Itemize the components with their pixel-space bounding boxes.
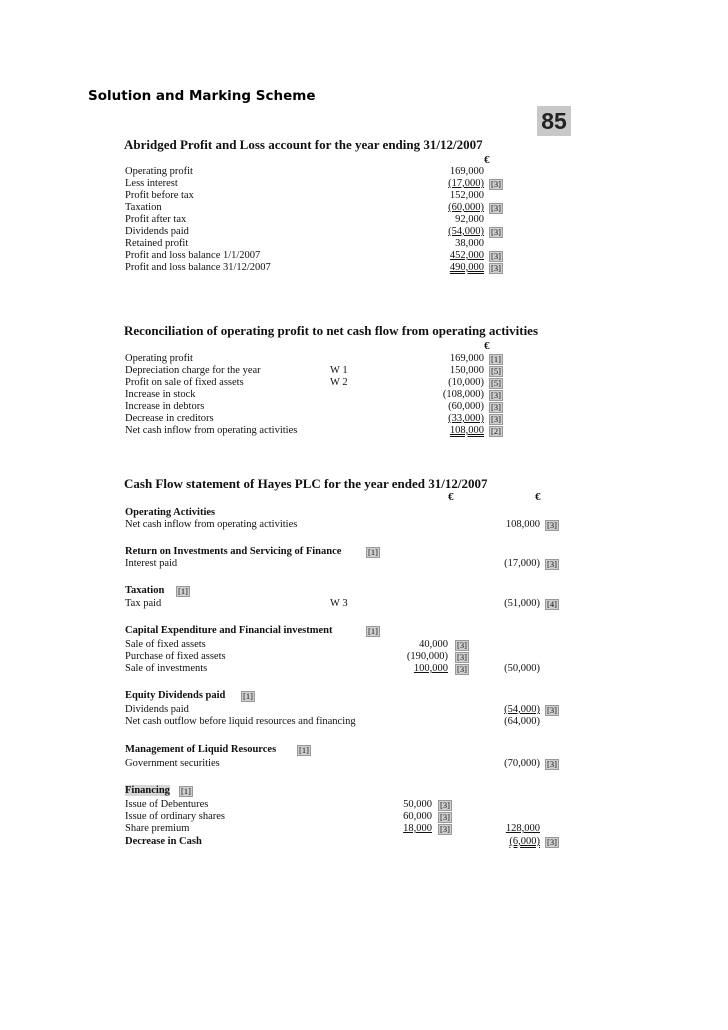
recon-row-amount: (10,000) — [448, 377, 484, 388]
cfs-section-heading: Equity Dividends paid — [125, 690, 226, 701]
page-number-badge: 85 — [537, 106, 571, 136]
cfs-section-heading: Operating Activities — [125, 507, 216, 518]
mark-badge: [3] — [440, 812, 450, 822]
mark-badge: [3] — [491, 251, 501, 261]
recon-row-amount: (33,000) — [448, 413, 484, 424]
pl-currency: € — [484, 154, 490, 166]
mark-badge: [3] — [491, 203, 501, 213]
recon-row-label: Increase in stock — [125, 389, 196, 400]
cfs-row-label: Decrease in Cash — [125, 836, 202, 847]
recon-row-label: Increase in debtors — [125, 401, 205, 412]
cfs-col1-amount: 40,000 — [419, 639, 448, 650]
cfs-row — [0, 558, 728, 571]
mark-badge: [3] — [440, 800, 450, 810]
recon-row-label: Operating profit — [125, 353, 193, 364]
cfs-section-heading-row — [0, 785, 728, 798]
cfs-row-label: Government securities — [125, 758, 220, 769]
cfs-col2-amount: 108,000 — [505, 519, 540, 530]
mark-badge: [1] — [178, 586, 188, 596]
recon-currency: € — [484, 340, 490, 352]
cfs-title: Cash Flow statement of Hayes PLC for the year ended 31/12/2007 — [124, 476, 488, 491]
mark-badge: [3] — [547, 520, 557, 530]
mark-badge: [3] — [491, 179, 501, 189]
cfs-row-label: Issue of Debentures — [125, 799, 209, 810]
mark-badge: [3] — [491, 414, 501, 424]
cfs-section-heading-row — [0, 744, 728, 757]
recon-row-label: Profit on sale of fixed assets — [125, 377, 244, 388]
cfs-currency-col1: € — [448, 491, 454, 503]
cfs-col2-amount: (51,000) — [504, 598, 540, 609]
working-ref: W 2 — [330, 377, 348, 388]
mark-badge: [3] — [457, 664, 467, 674]
pl-row-amount: 152,000 — [449, 190, 484, 201]
pl-row-amount: 169,000 — [449, 166, 484, 177]
pl-row-amount: 452,000 — [449, 250, 484, 261]
pl-row-label: Retained profit — [125, 238, 189, 249]
mark-badge: [1] — [299, 745, 309, 755]
recon-row-amount: (108,000) — [442, 389, 484, 400]
cfs-col1-amount: 100,000 — [413, 663, 448, 674]
cfs-section-heading: Financing — [125, 785, 170, 796]
cfs-row-label: Sale of investments — [125, 663, 208, 674]
pl-row-label: Operating profit — [125, 166, 193, 177]
cfs-section-heading: Capital Expenditure and Financial investment — [125, 625, 333, 636]
mark-badge: [3] — [491, 402, 501, 412]
working-ref: W 1 — [330, 365, 348, 376]
cfs-col2-amount: (17,000) — [504, 558, 540, 569]
recon-row-amount: 169,000 — [449, 353, 484, 364]
mark-badge: [1] — [491, 354, 501, 364]
mark-badge: [1] — [243, 691, 253, 701]
pl-row-amount: 38,000 — [455, 238, 484, 249]
mark-badge: [1] — [368, 626, 378, 636]
mark-badge: [3] — [457, 652, 467, 662]
cfs-row-label: Dividends paid — [125, 704, 189, 715]
mark-badge: [3] — [491, 263, 501, 273]
cfs-row-label: Sale of fixed assets — [125, 639, 206, 650]
mark-badge: [3] — [547, 559, 557, 569]
cfs-row-label: Net cash outflow before liquid resources and financing — [125, 716, 356, 727]
cfs-row — [0, 716, 728, 729]
cfs-section-heading: Management of Liquid Resources — [125, 744, 277, 755]
cfs-currency-col2: € — [535, 491, 541, 503]
pl-row-label: Profit before tax — [125, 190, 194, 201]
pl-row — [0, 262, 728, 275]
cfs-row-label: Tax paid — [125, 598, 162, 609]
cfs-col1-amount: 50,000 — [403, 799, 432, 810]
pl-row-amount: 92,000 — [455, 214, 484, 225]
cfs-row — [0, 598, 728, 611]
pl-row-label: Profit and loss balance 1/1/2007 — [125, 250, 261, 261]
recon-title: Reconciliation of operating profit to net cash flow from operating activities — [124, 323, 539, 338]
cfs-row-label: Purchase of fixed assets — [125, 651, 226, 662]
mark-badge: [1] — [181, 786, 191, 796]
cfs-col1-amount: 60,000 — [403, 811, 432, 822]
cfs-section-heading: Return on Investments and Servicing of Finance — [125, 546, 342, 557]
mark-badge: [5] — [491, 378, 501, 388]
recon-row-amount: (60,000) — [448, 401, 484, 412]
cfs-row — [0, 823, 728, 836]
cfs-col2-amount: (50,000) — [504, 663, 540, 674]
cfs-col1-amount: 18,000 — [403, 823, 432, 834]
mark-badge: [3] — [547, 759, 557, 769]
pl-row-label: Dividends paid — [125, 226, 189, 237]
cfs-row — [0, 836, 728, 849]
pl-row-label: Taxation — [125, 202, 162, 213]
mark-badge: [3] — [491, 227, 501, 237]
cfs-col2-amount: (6,000) — [509, 836, 540, 847]
mark-badge: [3] — [491, 390, 501, 400]
pl-row-amount: (60,000) — [448, 202, 484, 213]
cfs-row-label: Interest paid — [125, 558, 178, 569]
cfs-section-heading-row — [0, 625, 728, 638]
cfs-row-label: Issue of ordinary shares — [125, 811, 226, 822]
mark-badge: [4] — [547, 599, 557, 609]
recon-row-amount: 108,000 — [449, 425, 484, 436]
recon-row-label: Depreciation charge for the year — [125, 365, 261, 376]
recon-row — [0, 425, 728, 438]
pl-row-amount: (54,000) — [448, 226, 484, 237]
mark-badge: [3] — [547, 705, 557, 715]
cfs-row — [0, 758, 728, 771]
pl-row-label: Profit after tax — [125, 214, 187, 225]
cfs-col2-amount: 128,000 — [505, 823, 540, 834]
recon-row-label: Net cash inflow from operating activities — [125, 425, 298, 436]
cfs-row — [0, 663, 728, 676]
cfs-row-label: Net cash inflow from operating activities — [125, 519, 298, 530]
cfs-section-heading-row — [0, 690, 728, 703]
working-ref: W 3 — [330, 598, 348, 609]
pl-row-label: Less interest — [125, 178, 178, 189]
mark-badge: [5] — [491, 366, 501, 376]
mark-badge: [2] — [491, 426, 501, 436]
pl-row-amount: 490,000 — [449, 262, 484, 273]
mark-badge: [1] — [368, 547, 378, 557]
mark-badge: [3] — [547, 837, 557, 847]
cfs-col1-amount: (190,000) — [406, 651, 448, 662]
cfs-col2-amount: (64,000) — [504, 716, 540, 727]
mark-badge: [3] — [440, 824, 450, 834]
cfs-section-heading: Taxation — [125, 585, 165, 596]
cfs-col2-amount: (54,000) — [504, 704, 540, 715]
cfs-row — [0, 519, 728, 532]
cfs-col2-amount: (70,000) — [504, 758, 540, 769]
cfs-section-heading-row — [0, 585, 728, 598]
page-heading: Solution and Marking Scheme — [88, 88, 316, 104]
pl-title: Abridged Profit and Loss account for the year ending 31/12/2007 — [124, 137, 483, 152]
pl-row-amount: (17,000) — [448, 178, 484, 189]
recon-row-label: Decrease in creditors — [125, 413, 214, 424]
pl-row-label: Profit and loss balance 31/12/2007 — [125, 262, 271, 273]
mark-badge: [3] — [457, 640, 467, 650]
recon-row-amount: 150,000 — [449, 365, 484, 376]
cfs-row-label: Share premium — [125, 823, 190, 834]
